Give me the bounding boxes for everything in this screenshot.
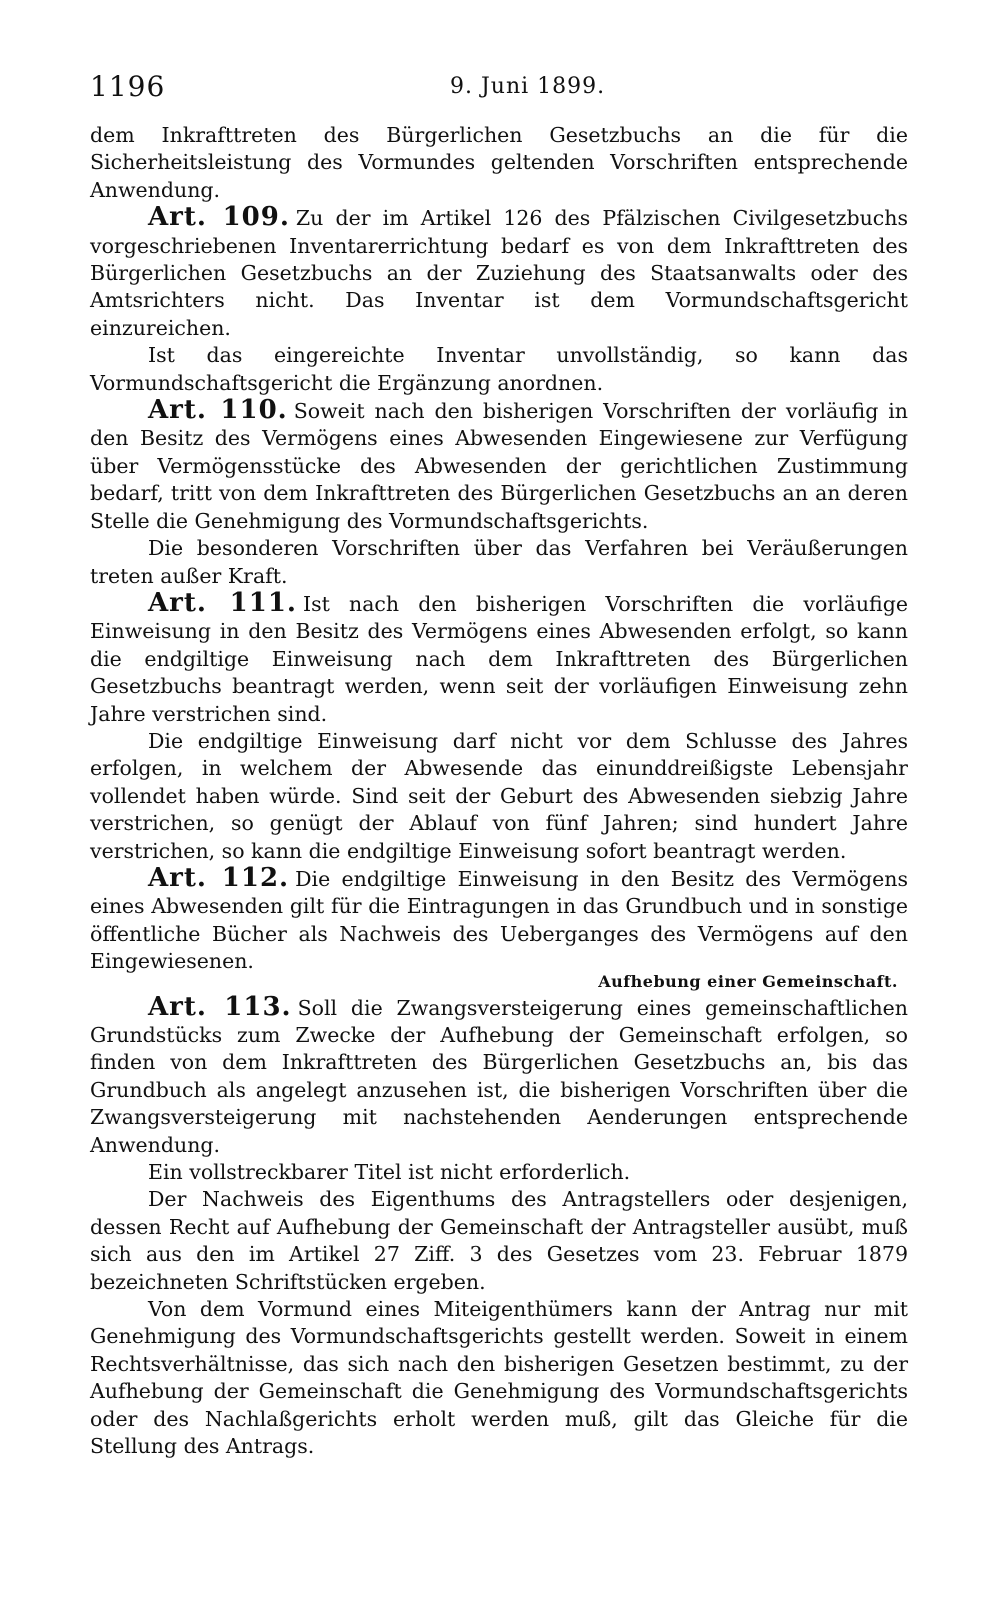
article-111-paragraph-2: Die endgiltige Einweisung darf nicht vor dem Schlusse des Jahres erfolgen, in welchem der Abwesende das einunddreißigste Lebensjahr vollendet haben würde. Sind seit der Geburt des Abwesenden siebzig Jahre verstrichen, so genügt der Ablauf von fünf Jahren; sind hundert Jahre verstrichen, so kann die endgiltige Einweisung sofort beantragt werden. <box>90 728 908 863</box>
page-header <box>90 70 908 122</box>
article-111-paragraph-1 <box>90 587 908 728</box>
article-110-paragraph-2: Die besonderen Vorschriften über das Verfahren bei Veräußerungen treten außer Kraft. <box>90 536 908 588</box>
article-109-paragraph-2: Ist das eingereichte Inventar unvollständig, so kann das Vormundschaftsgericht die Ergänzung anordnen. <box>90 343 908 395</box>
article-113-text-1: Soll die Zwangsversteigerung eines gemeinschaftlichen Grundstücks zum Zwecke der Aufhebung der Gemeinschaft erfolgen, so finden von dem Inkrafttreten des Bürgerlichen Gesetzbuchs an, bis das Grundbuch als angelegt anzusehen ist, die bisherigen Vorschriften über die Zwangsversteigerung mit nachstehenden Aenderungen entsprechende Anwendung. <box>90 995 908 1157</box>
article-111-text-1: Ist nach den bisherigen Vorschriften die vorläufige Einweisung in den Besitz des Vermögens eines Abwesenden erfolgt, so kann die endgiltige Einweisung nach dem Inkrafttreten des Bürgerlichen Gesetzbuchs beantragt werden, wenn seit der vorläufigen Einweisung zehn Jahre verstrichen sind. <box>90 591 908 726</box>
page-number: 1196 <box>90 70 166 103</box>
article-112-label: Art. 112. <box>148 862 290 893</box>
article-113-paragraph-3: Der Nachweis des Eigenthums des Antragstellers oder desjenigen, dessen Recht auf Aufhebung der Gemeinschaft der Antragsteller ausübt, muß sich aus den im Artikel 27 Ziff. 3 des Gesetzes vom 23. Februar 1879 bezeichneten Schriftstücken ergeben. <box>90 1187 908 1294</box>
article-109-paragraph-1 <box>90 204 908 342</box>
article-109-label: Art. 109. <box>148 202 290 233</box>
article-110-text-1: Soweit nach den bisherigen Vorschriften der vorläufig in den Besitz des Vermögens eines Abwesenden Eingewiesene zur Verfügung über Vermögensstücke des Abwesenden der gerichtlichen Zustimmung bedarf, tritt von dem Inkrafttreten des Bürgerlichen Gesetzbuchs an an deren Stelle die Genehmigung des Vormundschaftsgerichts. <box>90 399 908 533</box>
article-113-paragraph-1 <box>90 991 908 1159</box>
document-page <box>90 70 908 1461</box>
article-110-label: Art. 110. <box>148 395 288 426</box>
article-110-paragraph-1 <box>90 397 908 535</box>
continuation-paragraph: dem Inkrafttreten des Bürgerlichen Gesetzbuchs an die für die Sicherheitsleistung des Vormundes geltenden Vorschriften entsprechende Anwendung. <box>90 123 908 202</box>
body-text <box>90 122 908 1461</box>
article-113-paragraph-2: Ein vollstreckbarer Titel ist nicht erforderlich. <box>148 1160 631 1185</box>
article-112-paragraph-1 <box>90 862 908 976</box>
running-header-date: 9. Juni 1899. <box>450 74 606 99</box>
article-112-text-1: Die endgiltige Einweisung in den Besitz des Vermögens eines Abwesenden gilt für die Eintragungen in das Grundbuch und in sonstige öffentliche Bücher als Nachweis des Ueberganges des Vermögens auf den Eingewiesenen. <box>90 866 908 974</box>
article-113-label: Art. 113. <box>148 991 292 1022</box>
article-111-label: Art. 111. <box>148 587 297 618</box>
article-113-paragraph-4: Von dem Vormund eines Miteigenthümers kann der Antrag nur mit Genehmigung des Vormundschaftsgerichts gestellt werden. Soweit in einem Rechtsverhältnisse, das sich nach den bisherigen Gesetzen bestimmt, zu der Aufhebung der Gemeinschaft die Genehmigung des Vormundschaftsgerichts oder des Nachlaßgerichts erholt werden muß, gilt das Gleiche für die Stellung des Antrags. <box>90 1297 908 1459</box>
section-sidenote: Aufhebung einer Gemeinschaft. <box>598 971 898 991</box>
article-109-text-1: Zu der im Artikel 126 des Pfälzischen Civilgesetzbuchs vorgeschriebenen Inventarerrichtung bedarf es von dem Inkrafttreten des Bürgerlichen Gesetzbuchs an der Zuziehung des Staatsanwalts oder des Amtsrichters nicht. Das Inventar ist dem Vormundschaftsgericht einzureichen. <box>90 206 908 340</box>
